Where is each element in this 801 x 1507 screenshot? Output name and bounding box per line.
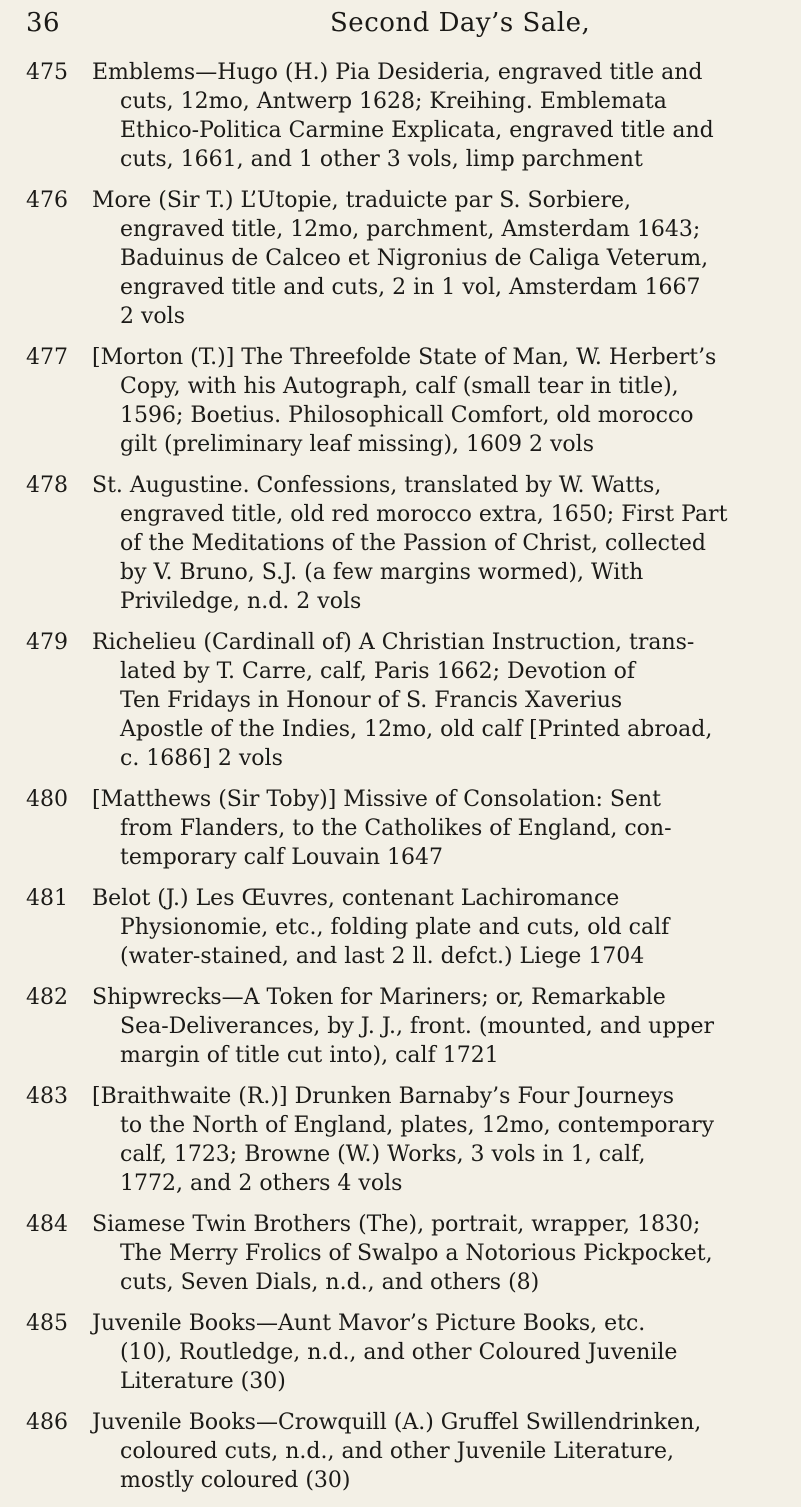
lot-entry [0, 343, 801, 459]
lot-text-line: by V. Bruno, S.J. (a few margins wormed), With [120, 560, 644, 585]
lot-number: 483 [26, 1084, 68, 1109]
lot-text-line: Belot (J.) Les Œuvres, contenant Lachiromance [92, 886, 620, 911]
lot-text-line: Shipwrecks—A Token for Mariners; or, Remarkable [92, 985, 666, 1010]
lot-text-line: 1772, and 2 others 4 vols [120, 1171, 403, 1196]
lot-text-line: engraved title, 12mo, parchment, Amsterdam 1643; [120, 217, 701, 242]
lot-number: 481 [26, 886, 68, 911]
lot-entry [0, 186, 801, 331]
lot-text-line: Ethico-Politica Carmine Explicata, engraved title and [120, 118, 714, 143]
lot-entry [0, 628, 801, 773]
lot-entry [0, 884, 801, 971]
lot-text-line: from Flanders, to the Catholikes of England, con- [120, 816, 672, 841]
lot-text-line: Baduinus de Calceo et Nigronius de Caliga Veterum, [120, 246, 709, 271]
lot-list [0, 58, 801, 1507]
lot-entry [0, 1082, 801, 1198]
lot-text-line: to the North of England, plates, 12mo, contemporary [120, 1113, 715, 1138]
lot-text-line: coloured cuts, n.d., and other Juvenile Literature, [120, 1439, 674, 1464]
lot-entry [0, 58, 801, 174]
lot-text-line: Ten Fridays in Honour of S. Francis Xaverius [120, 688, 623, 713]
lot-text-line: cuts, 1661, and 1 other 3 vols, limp parchment [120, 147, 643, 172]
running-head: Second Day’s Sale, [330, 8, 591, 38]
lot-text-line: lated by T. Carre, calf, Paris 1662; Devotion of [120, 659, 635, 684]
lot-text-line: Sea-Deliverances, by J. J., front. (mounted, and upper [120, 1014, 715, 1039]
lot-text-line: calf, 1723; Browne (W.) Works, 3 vols in 1, calf, [120, 1142, 646, 1167]
lot-text-line: engraved title and cuts, 2 in 1 vol, Amsterdam 1667 [120, 275, 701, 300]
lot-text-line: Literature (30) [120, 1369, 286, 1394]
page-number: 36 [26, 8, 61, 38]
lot-text-line: (10), Routledge, n.d., and other Coloured Juvenile [120, 1340, 678, 1365]
lot-text-line: [Morton (T.)] The Threefolde State of Man, W. Herbert’s [92, 345, 717, 370]
lot-number: 476 [26, 188, 68, 213]
lot-text-line: Apostle of the Indies, 12mo, old calf [Printed abroad, [120, 717, 713, 742]
lot-text-line: Priviledge, n.d. 2 vols [120, 589, 362, 614]
lot-entry [0, 1210, 801, 1297]
lot-text-line: [Braithwaite (R.)] Drunken Barnaby’s Four Journeys [92, 1084, 675, 1109]
lot-text-line: of the Meditations of the Passion of Christ, collected [120, 531, 706, 556]
lot-number: 477 [26, 345, 68, 370]
lot-text-line: cuts, Seven Dials, n.d., and others (8) [120, 1270, 540, 1295]
lot-text-line: engraved title, old red morocco extra, 1650; First Part [120, 502, 728, 527]
lot-text-line: Emblems—Hugo (H.) Pia Desideria, engraved title and [92, 60, 703, 85]
lot-text-line: Richelieu (Cardinall of) A Christian Instruction, trans- [92, 630, 695, 655]
lot-text-line: temporary calf Louvain 1647 [120, 845, 443, 870]
lot-number: 475 [26, 60, 68, 85]
lot-text-line: cuts, 12mo, Antwerp 1628; Kreihing. Emblemata [120, 89, 667, 114]
lot-entry [0, 1408, 801, 1495]
lot-number: 479 [26, 630, 68, 655]
lot-entry [0, 471, 801, 616]
lot-text-line: 2 vols [120, 304, 185, 329]
lot-text-line: (water-stained, and last 2 ll. defct.) Liege 1704 [120, 944, 645, 969]
lot-text-line: c. 1686] 2 vols [120, 746, 283, 771]
lot-text-line: Juvenile Books—Aunt Mavor’s Picture Books, etc. [92, 1311, 646, 1336]
lot-text-line: St. Augustine. Confessions, translated by W. Watts, [92, 473, 662, 498]
lot-text-line: [Matthews (Sir Toby)] Missive of Consolation: Sent [92, 787, 662, 812]
lot-number: 482 [26, 985, 68, 1010]
lot-entry [0, 785, 801, 872]
lot-number: 484 [26, 1212, 68, 1237]
page-header [0, 8, 801, 48]
lot-number: 480 [26, 787, 68, 812]
lot-entry [0, 1309, 801, 1396]
lot-number: 486 [26, 1410, 68, 1435]
lot-number: 485 [26, 1311, 68, 1336]
lot-text-line: The Merry Frolics of Swalpo a Notorious Pickpocket, [120, 1241, 713, 1266]
lot-entry [0, 983, 801, 1070]
lot-text-line: Physionomie, etc., folding plate and cuts, old calf [120, 915, 670, 940]
lot-text-line: gilt (preliminary leaf missing), 1609 2 vols [120, 432, 594, 457]
lot-text-line: Juvenile Books—Crowquill (A.) Gruffel Swillendrinken, [92, 1410, 702, 1435]
lot-number: 478 [26, 473, 68, 498]
lot-text-line: mostly coloured (30) [120, 1468, 351, 1493]
lot-text-line: More (Sir T.) L’Utopie, traduicte par S. Sorbiere, [92, 188, 632, 213]
lot-text-line: 1596; Boetius. Philosophicall Comfort, old morocco [120, 403, 694, 428]
lot-text-line: margin of title cut into), calf 1721 [120, 1043, 499, 1068]
lot-text-line: Copy, with his Autograph, calf (small tear in title), [120, 374, 679, 399]
lot-text-line: Siamese Twin Brothers (The), portrait, wrapper, 1830; [92, 1212, 701, 1237]
